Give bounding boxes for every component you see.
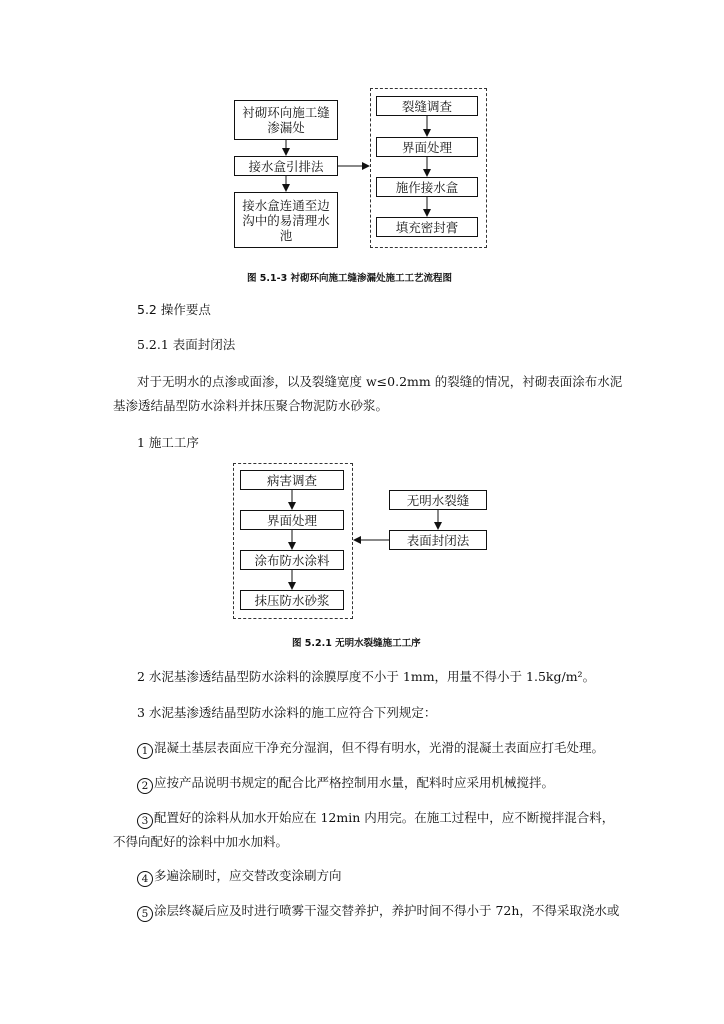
rule-number: 2 xyxy=(137,778,153,794)
rule-number: 5 xyxy=(137,906,153,922)
rule-number: 1 xyxy=(137,743,153,759)
fig1-box-crack-survey: 裂缝调查 xyxy=(376,96,478,116)
rule-text: 应按产品说明书规定的配合比严格控制用水量，配料时应采用机械搅拌。 xyxy=(154,775,555,790)
item-2: 2 水泥基渗透结晶型防水涂料的涂膜厚度不小于 1mm，用量不得小于 1.5kg/m²。 xyxy=(137,669,596,684)
intro-line-2: 基渗透结晶型防水涂料并抹压聚合物泥防水砂浆。 xyxy=(113,398,389,413)
rule-3-continuation: 不得向配好的涂料中加水加料。 xyxy=(113,834,289,849)
fig1-box-drain-method: 接水盒引排法 xyxy=(234,156,338,176)
section-heading: 5.2 操作要点 xyxy=(137,302,211,317)
fig2-box-surface-seal: 表面封闭法 xyxy=(389,530,487,550)
item-1: 1 施工工序 xyxy=(137,435,199,450)
fig2-box-no-water-crack: 无明水裂缝 xyxy=(389,490,487,510)
fig1-box-connect-pool: 接水盒连通至边沟中的易清理水池 xyxy=(234,192,338,248)
rule-number: 3 xyxy=(137,813,153,829)
rule-text: 混凝土基层表面应干净充分湿润，但不得有明水，光滑的混凝土表面应打毛处理。 xyxy=(154,740,605,755)
rule-text: 多遍涂刷时，应交替改变涂刷方向 xyxy=(154,868,342,883)
rule-number: 4 xyxy=(137,871,153,887)
intro-line-1: 对于无明水的点渗或面渗，以及裂缝宽度 w≤0.2mm 的裂缝的情况，衬砌表面涂布水泥 xyxy=(137,374,623,389)
fig1-box-install-box: 施作接水盒 xyxy=(376,177,478,197)
fig1-box-interface-treat: 界面处理 xyxy=(376,137,478,157)
fig2-caption: 图 5.2.1 无明水裂缝施工工序 xyxy=(292,638,421,649)
fig1-box-fill-sealant: 填充密封膏 xyxy=(376,217,478,237)
rule-text: 涂层终凝后应及时进行喷雾干湿交替养护，养护时间不得小于 72h，不得采取浇水或 xyxy=(154,903,620,918)
item-3: 3 水泥基渗透结晶型防水涂料的施工应符合下列规定： xyxy=(137,705,437,720)
subsection-heading: 5.2.1 表面封闭法 xyxy=(137,337,236,352)
fig2-box-apply-coating: 涂布防水涂料 xyxy=(240,550,344,570)
rule-text: 配置好的涂料从加水开始应在 12min 内用完。在施工过程中，应不断搅拌混合料， xyxy=(154,810,615,825)
fig2-box-interface-treat: 界面处理 xyxy=(240,510,344,530)
fig2-box-trowel-mortar: 抹压防水砂浆 xyxy=(240,590,344,610)
fig1-caption: 图 5.1-3 衬砌环向施工缝渗漏处施工工艺流程图 xyxy=(247,273,452,284)
fig1-box-leakage-location: 衬砌环向施工缝渗漏处 xyxy=(234,100,338,140)
fig2-box-defect-survey: 病害调查 xyxy=(240,470,344,490)
